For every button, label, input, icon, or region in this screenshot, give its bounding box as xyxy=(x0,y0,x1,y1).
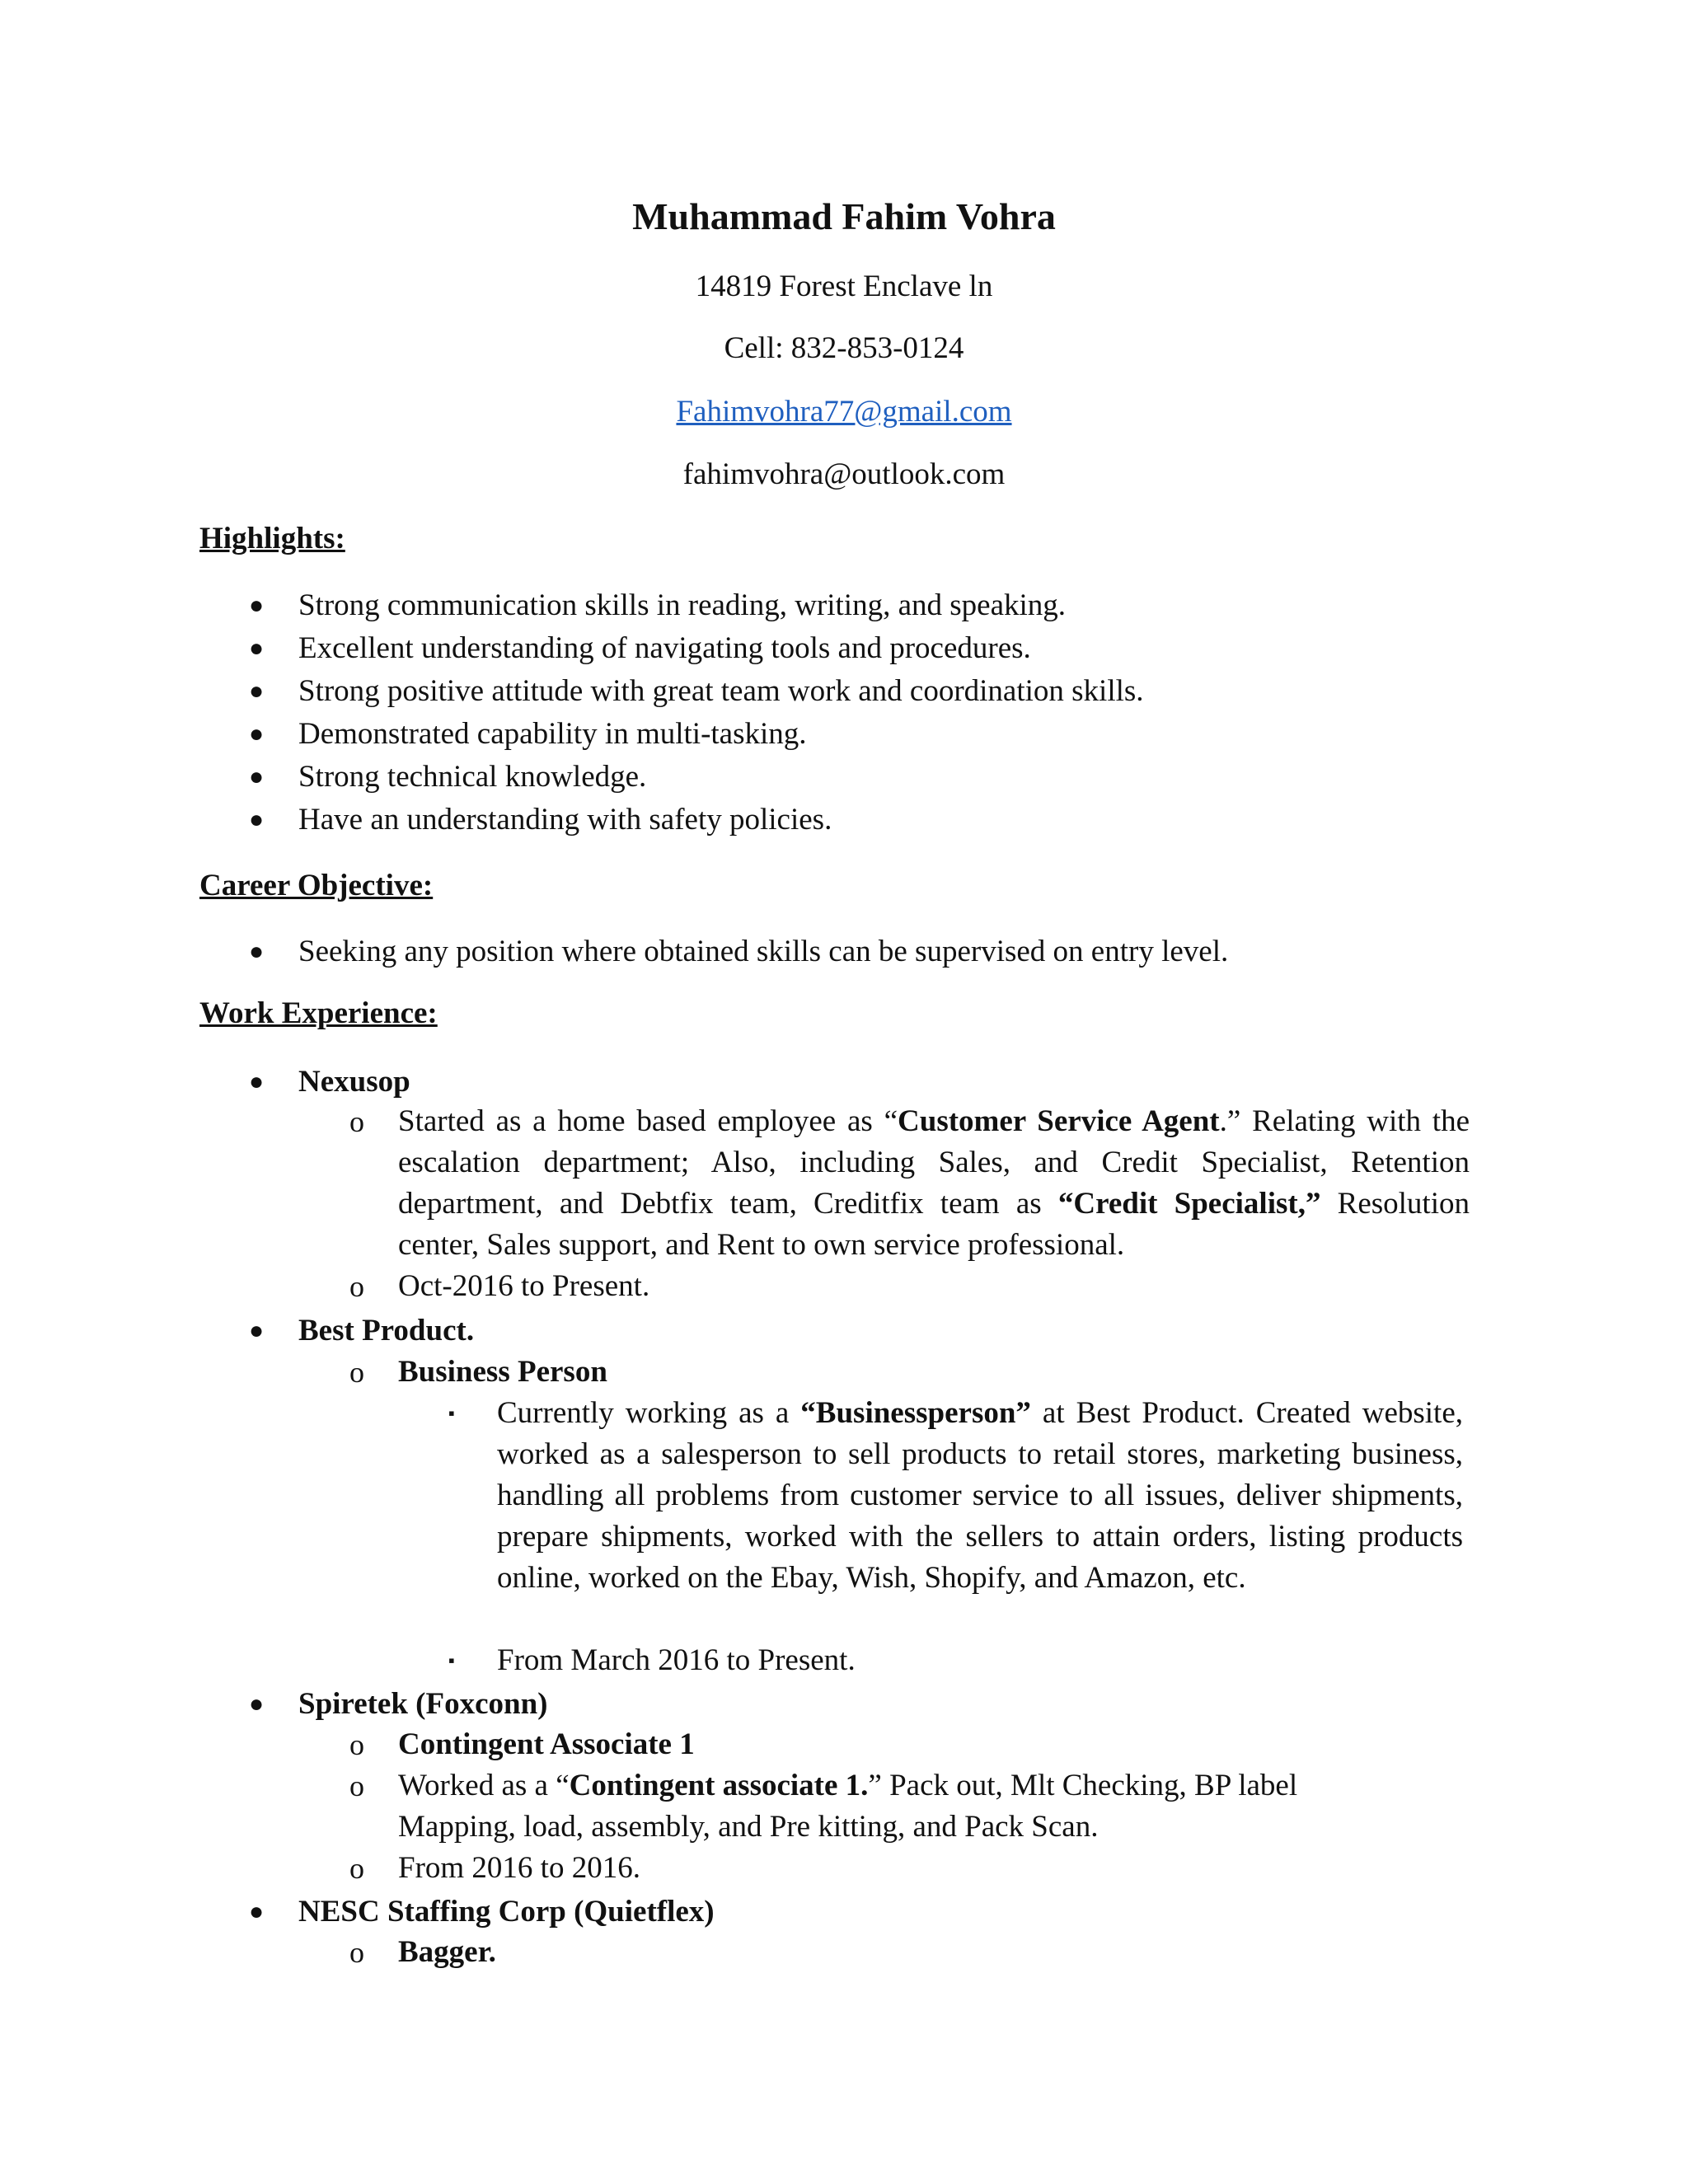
highlight-item: Strong positive attitude with great team work and coordination skills. xyxy=(298,674,1144,708)
highlight-item: Strong communication skills in reading, writing, and speaking. xyxy=(298,588,1067,622)
highlights-heading: Highlights: xyxy=(199,522,345,555)
email-secondary: fahimvohra@outlook.com xyxy=(682,457,1006,491)
job-description: Worked as a “Contingent associate 1.” Pack out, Mlt Checking, BP label Mapping, load, assembly, and Pre kitting, and Pack Scan. xyxy=(398,1769,1298,1844)
circle-bullet-icon: o xyxy=(349,1728,364,1761)
work-heading: Work Experience: xyxy=(199,996,438,1030)
job-dates: From March 2016 to Present. xyxy=(497,1643,856,1677)
bullet-icon: ● xyxy=(249,1068,265,1095)
highlight-item: Demonstrated capability in multi-tasking. xyxy=(298,717,807,751)
bullet-icon: ● xyxy=(249,1898,265,1925)
email-primary-wrap xyxy=(0,393,1688,431)
bullet-icon: ● xyxy=(249,720,265,748)
bullet-icon: ● xyxy=(249,677,265,705)
bullet-icon: ● xyxy=(249,806,265,833)
job-description: Started as a home based employee as “Customer Service Agent.” Relating with the escalation department; Also, including Sales, and Credit Specialist, Retention department, and Debtfix team, Creditfix team as “Credit Specialist,” Resolution center, Sales support, and Rent to own service professional. xyxy=(398,1104,1470,1262)
objective-heading: Career Objective: xyxy=(199,869,434,902)
job-description: Currently working as a “Businessperson” at Best Product. Created website, worked as a salesperson to sell products to retail stores, marketing business, handling all problems from customer service to all issues, deliver shipments, prepare shipments, worked with the sellers to attain orders, listing products online, worked on the Ebay, Wish, Shopify, and Amazon, etc. xyxy=(497,1396,1463,1595)
job-dates: From 2016 to 2016. xyxy=(398,1851,640,1885)
job-role: Bagger. xyxy=(398,1935,496,1969)
resume-name: Muhammad Fahim Vohra xyxy=(632,195,1056,237)
address: 14819 Forest Enclave ln xyxy=(695,269,993,303)
highlight-item: Have an understanding with safety policies. xyxy=(298,803,832,837)
objective-item: Seeking any position where obtained skills can be supervised on entry level. xyxy=(298,935,1229,968)
bullet-icon: ● xyxy=(249,592,265,619)
circle-bullet-icon: o xyxy=(349,1852,364,1885)
square-bullet-icon: ▪ xyxy=(448,1403,455,1423)
job-role: Business Person xyxy=(398,1355,607,1389)
bullet-icon: ● xyxy=(249,635,265,662)
circle-bullet-icon: o xyxy=(349,1769,364,1802)
job-company: Best Product. xyxy=(298,1314,475,1347)
bullet-icon: ● xyxy=(249,1317,265,1344)
email-primary-link[interactable]: Fahimvohra77@gmail.com xyxy=(676,395,1012,429)
job-dates: Oct-2016 to Present. xyxy=(398,1269,650,1303)
bullet-icon: ● xyxy=(249,938,265,965)
job-company: NESC Staffing Corp (Quietflex) xyxy=(298,1895,715,1929)
circle-bullet-icon: o xyxy=(349,1356,364,1389)
circle-bullet-icon: o xyxy=(349,1270,364,1303)
square-bullet-icon: ▪ xyxy=(448,1650,455,1671)
cell-phone: Cell: 832-853-0124 xyxy=(724,331,964,365)
highlight-item: Strong technical knowledge. xyxy=(298,760,647,794)
circle-bullet-icon: o xyxy=(349,1936,364,1969)
circle-bullet-icon: o xyxy=(349,1105,364,1138)
highlight-item: Excellent understanding of navigating tools and procedures. xyxy=(298,631,1031,665)
bullet-icon: ● xyxy=(249,1690,265,1718)
job-company: Spiretek (Foxconn) xyxy=(298,1687,548,1721)
job-company: Nexusop xyxy=(298,1065,410,1099)
bullet-icon: ● xyxy=(249,763,265,790)
job-role: Contingent Associate 1 xyxy=(398,1727,695,1761)
